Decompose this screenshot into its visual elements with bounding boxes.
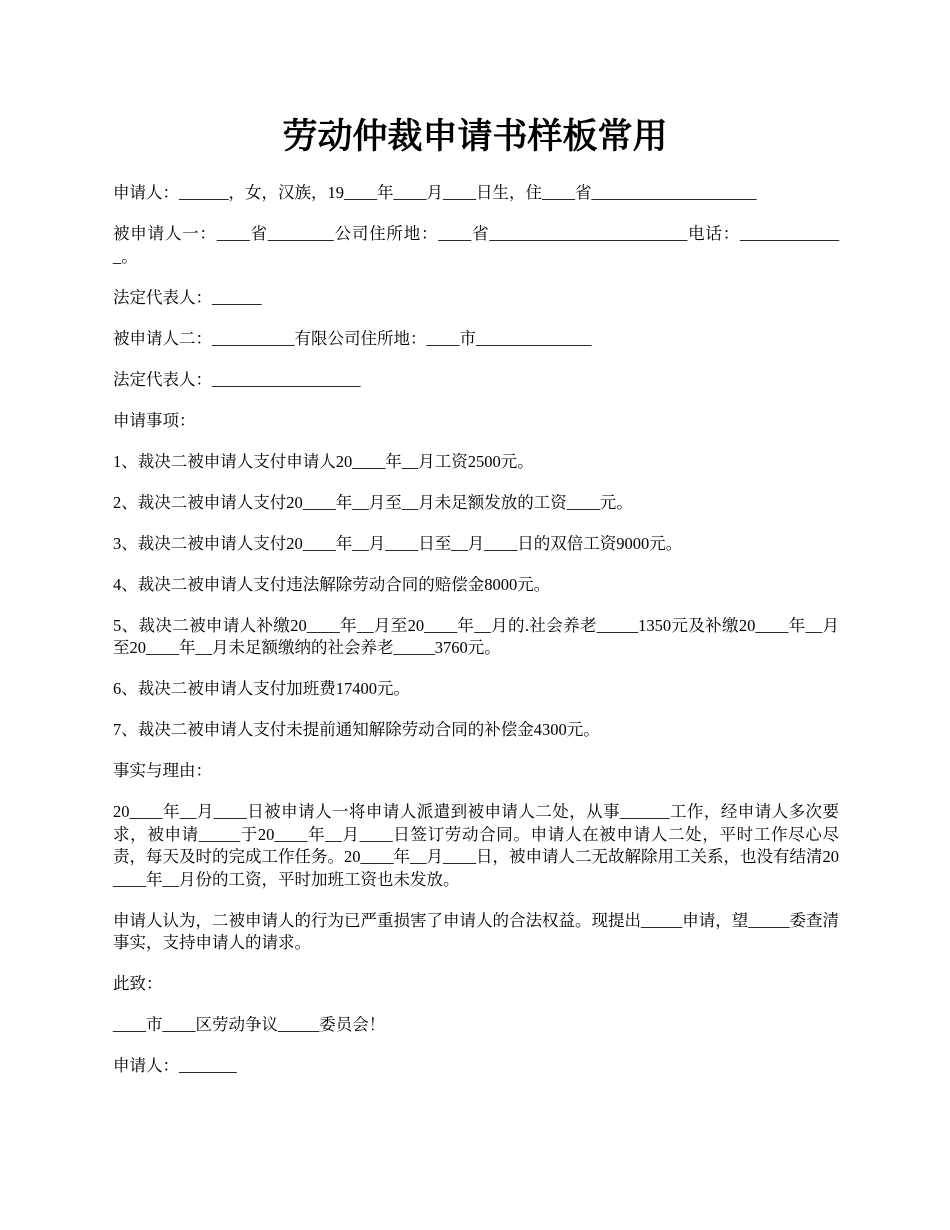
applicant-signature: 申请人：_______: [113, 1056, 237, 1075]
respondent-two-paragraph: 被申请人二：__________有限公司住所地：____市______________: [113, 328, 592, 348]
addressee-committee: ____市____区劳动争议_____委员会！: [113, 1015, 386, 1034]
claims-heading: 申请事项：: [113, 410, 196, 430]
document-body: [113, 182, 839, 1096]
facts-heading: 事实与理由：: [113, 761, 212, 780]
document-title: 劳动仲裁申请书样板常用: [282, 116, 668, 157]
claim-item-5: 5、裁决二被申请人补缴20____年__月至20____年__月的.社会养老_____1350元及补缴20____年__月至20____年__月未足额缴纳的社会养老_____3760元。: [113, 615, 839, 657]
claim-item-4: 4、裁决二被申请人支付违法解除劳动合同的赔偿金8000元。: [113, 574, 551, 594]
legal-representative-one-paragraph: 法定代表人：______: [113, 287, 262, 307]
claim-item-7: 7、裁决二被申请人支付未提前通知解除劳动合同的补偿金4300元。: [113, 720, 600, 739]
claim-item-1: 1、裁决二被申请人支付申请人20____年__月工资2500元。: [113, 451, 534, 471]
claim-item-6: 6、裁决二被申请人支付加班费17400元。: [113, 679, 410, 698]
claim-item-3: 3、裁决二被申请人支付20____年__月____日至__月____日的双倍工资9000元。: [113, 533, 683, 553]
legal-representative-two-paragraph: 法定代表人：__________________: [113, 369, 361, 389]
facts-paragraph: 20____年__月____日被申请人一将申请人派遣到被申请人二处，从事______工作，经申请人多次要求，被申请_____于20____年__月____日签订劳动合同。申请人在被申请人二处，平时工作尽心尽责，每天及时的完成工作任务。20____年__月____日，被申请人二无故解除用工关系，也没有结清20____年__月份的工资，平时加班工资也未发放。: [113, 802, 839, 889]
claim-item-2: 2、裁决二被申请人支付20____年__月至__月未足额发放的工资____元。: [113, 492, 633, 512]
opinion-paragraph: 申请人认为，二被申请人的行为已严重损害了申请人的合法权益。现提出_____申请，望_____委查清事实，支持申请人的请求。: [113, 910, 839, 952]
salutation: 此致：: [113, 974, 163, 993]
applicant-info-paragraph: 申请人：______，女，汉族，19____年____月____日生，住____省____________________: [113, 183, 757, 202]
respondent-one-paragraph: 被申请人一：____省________公司住所地：____省________________________电话：_____________。: [113, 224, 839, 266]
